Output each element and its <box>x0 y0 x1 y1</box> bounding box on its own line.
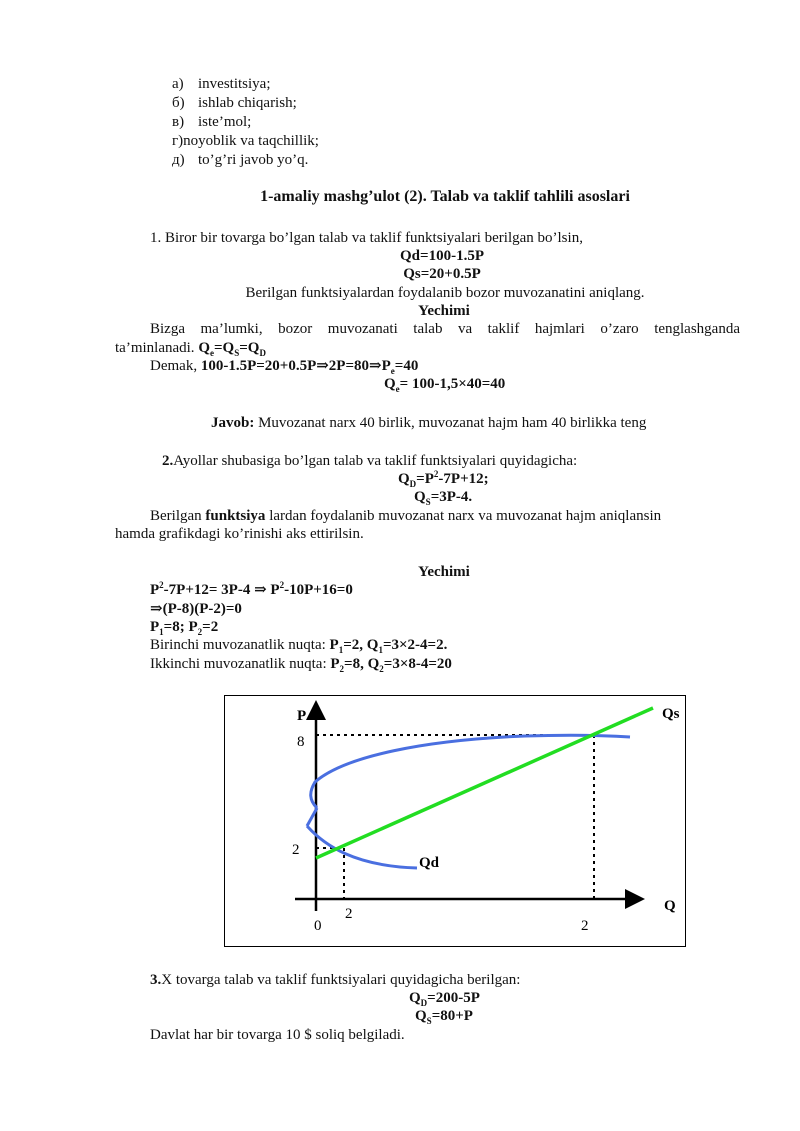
text-span: ta’minlanadi. <box>115 340 195 356</box>
option-d <box>172 151 308 169</box>
option-g <box>172 132 319 150</box>
q-axis-label: Q <box>664 898 676 914</box>
equation: $100-1.5P=20+0.5P\Rightarrow 2P=80\Rightarrow P_e=40$ <box>200 358 419 376</box>
qd-curve-label: Qd <box>419 855 440 871</box>
option-key: в) <box>172 114 185 130</box>
answer-label: Javob: <box>211 415 255 431</box>
option-key: б) <box>172 95 185 111</box>
option-key: a) <box>172 76 184 92</box>
p1-solution-line3 <box>150 357 418 375</box>
option-text: noyoblik va taqchillik; <box>183 133 319 149</box>
option-text: iste’mol; <box>198 114 252 130</box>
text-span: Demak, <box>150 358 198 374</box>
p1-solution-title: Yechimi <box>418 303 470 319</box>
x-tick-right: 2 <box>581 918 589 934</box>
supply-demand-graph <box>224 695 686 947</box>
p1-solution-line2 <box>115 339 266 357</box>
origin-label: 0 <box>314 918 322 934</box>
qs-curve-label: Qs <box>662 706 680 722</box>
graph-svg <box>225 696 687 948</box>
p2-point2: Ikkinchi muvozanatlik nuqta: $P_2=8$, $Q_2=3\times 8-4=20$ <box>150 656 452 674</box>
p1-solution-line1: Bizga ma’lumki, bozor muvozanati talab va taklif hajmlari o’zaro tenglashganda <box>150 321 740 337</box>
p1-answer <box>211 414 646 432</box>
p2-eq3: $P_1=8$; $P_2=2$ <box>150 619 219 637</box>
p1-task: Berilgan funktsiyalardan foydalanib bozor muvozanatini aniqlang. <box>245 285 645 301</box>
supply-line <box>316 708 653 858</box>
option-text: ishlab chiqarish; <box>198 95 297 111</box>
p2-point1: Birinchi muvozanatlik nuqta: $P_1=2$, $Q_1=3\times 2-4=2$. <box>150 637 448 655</box>
p-axis-label: P <box>297 708 307 724</box>
option-b <box>172 94 297 112</box>
p3-intro: 3.X tovarga talab va taklif funktsiyalari quyidagicha berilgan: <box>150 972 521 988</box>
p3-demand-eq: $Q_D=200-5P$ <box>409 990 480 1008</box>
p3-tax: Davlat har bir tovarga 10 $ soliq belgiladi. <box>150 1027 405 1043</box>
p2-task-line1: Berilgan funktsiya lardan foydalanib muvozanat narx va muvozanat hajm aniqlansin <box>150 508 662 524</box>
p2-eq1: $P^2-7P+12= 3P-4$ ⇒ $P^2-10P+16=0$ <box>150 580 353 598</box>
p3-supply-eq: $Q_S=80+P$ <box>415 1008 473 1026</box>
p2-solution-title: Yechimi <box>418 564 470 580</box>
demand-curve-upper <box>311 735 630 808</box>
section-heading: 1-amaliy mashg’ulot (2). Talab va taklif tahlili asoslari <box>260 188 630 205</box>
p1-supply-eq: Qs=20+0.5P <box>403 266 481 282</box>
p2-supply-eq: $Q_S=3P-4$. <box>414 489 473 507</box>
y-tick-2: 2 <box>292 842 300 858</box>
p1-demand-eq: Qd=100-1.5P <box>400 248 484 264</box>
p2-task-line2: hamda grafikdagi ko’rinishi aks ettirilsin. <box>115 526 364 542</box>
option-key: г) <box>172 133 184 149</box>
p1-solution-line4: $Q_e= 100-1,5\times 40=40$ <box>384 376 506 394</box>
p2-eq2: ⇒(P-8)(P-2)=0 <box>150 601 242 617</box>
y-tick-8: 8 <box>297 734 305 750</box>
p2-intro: 2.Ayollar shubasiga bo’lgan talab va taklif funktsiyalari quyidagicha: <box>162 453 578 469</box>
equilibrium-condition: $Q_e=Q_S=Q_D$ <box>198 340 266 358</box>
p1-intro: 1. Biror bir tovarga bo’lgan talab va taklif funktsiyalari berilgan bo’lsin, <box>150 230 583 246</box>
option-v <box>172 113 251 131</box>
option-a <box>172 75 271 93</box>
x-tick-2: 2 <box>345 906 353 922</box>
answer-text: Muvozanat narx 40 birlik, muvozanat hajm ham 40 birlikka teng <box>254 415 647 431</box>
p2-demand-eq: $Q_D=P^2-7P+12$; <box>398 469 489 489</box>
option-key: д) <box>172 152 185 168</box>
option-text: investitsiya; <box>198 76 271 92</box>
option-text: to’g’ri javob yo’q. <box>198 152 309 168</box>
